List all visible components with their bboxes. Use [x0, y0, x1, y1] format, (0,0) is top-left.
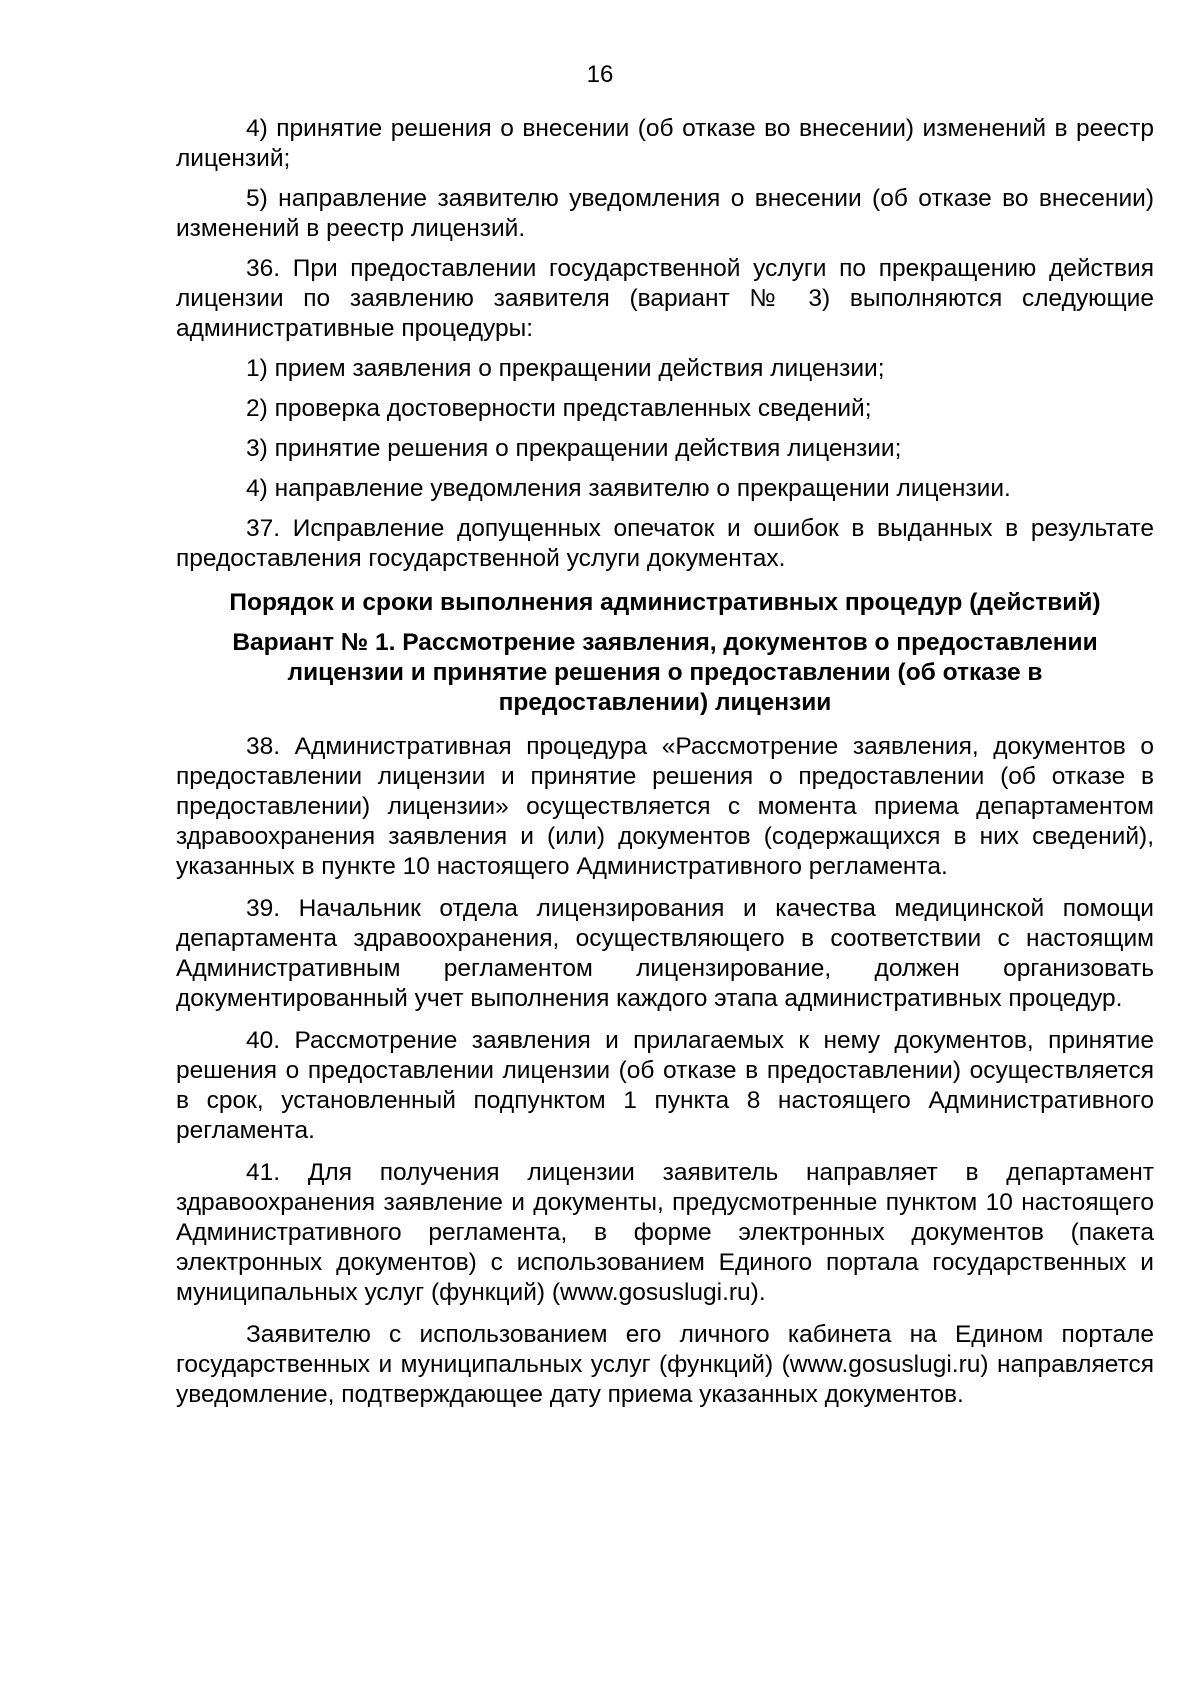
subsection-heading: Вариант № 1. Рассмотрение заявления, документов о предоставлении лицензии и принятие решения о предоставлении (об отказе в предоставлении) лицензии	[232, 629, 1098, 716]
paragraph-39: 39. Начальник отдела лицензирования и качества медицинской помощи департамента здравоохранения, осуществляющего в соответствии с настоящим Административным регламентом лицензирование, должен организовать документированный учет выполнения каждого этапа административных процедур.	[176, 895, 1154, 1012]
page-number: 16	[586, 61, 614, 88]
paragraph-37: 37. Исправление допущенных опечаток и ошибок в выданных в результате предоставления государственной услуги документах.	[176, 515, 1154, 572]
document-body	[176, 114, 1154, 1422]
paragraph-36-item-4: 4) направление уведомления заявителю о прекращении лицензии.	[246, 475, 1011, 502]
paragraph-36-item-3: 3) принятие решения о прекращении действия лицензии;	[246, 435, 902, 462]
paragraph-36: 36. При предоставлении государственной услуги по прекращению действия лицензии по заявлению заявителя (вариант № 3) выполняются следующие административные процедуры:	[176, 255, 1154, 342]
paragraph-36-item-1: 1) прием заявления о прекращении действия лицензии;	[246, 355, 885, 382]
paragraph-38: 38. Административная процедура «Рассмотрение заявления, документов о предоставлении лицензии и принятие решения о предоставлении (об отказе в предоставлении) лицензии» осуществляется с момента приема департаментом здравоохранения заявления и (или) документов (содержащихся в них сведений), указанных в пункте 10 настоящего Административного регламента.	[176, 733, 1154, 880]
paragraph-40: 40. Рассмотрение заявления и прилагаемых к нему документов, принятие решения о предоставлении лицензии (об отказе в предоставлении) осуществляется в срок, установленный подпунктом 1 пункта 8 настоящего Административного регламента.	[176, 1027, 1154, 1144]
paragraph-41-notice: Заявителю с использованием его личного кабинета на Едином портале государственных и муниципальных услуг (функций) (www.gosuslugi.ru) направляется уведомление, подтверждающее дату приема указанных документов.	[176, 1321, 1154, 1408]
paragraph-36-item-2: 2) проверка достоверности представленных сведений;	[246, 395, 872, 422]
paragraph-41: 41. Для получения лицензии заявитель направляет в департамент здравоохранения заявление и документы, предусмотренные пунктом 10 настоящего Административного регламента, в форме электронных документов (пакета электронных документов) с использованием Единого портала государственных и муниципальных услуг (функций) (www.gosuslugi.ru).	[176, 1159, 1154, 1306]
section-heading: Порядок и сроки выполнения административных процедур (действий)	[229, 589, 1101, 616]
paragraph-35-item-5: 5) направление заявителю уведомления о внесении (об отказе во внесении) изменений в реестр лицензий.	[176, 185, 1154, 242]
paragraph-35-item-4: 4) принятие решения о внесении (об отказе во внесении) изменений в реестр лицензий;	[176, 115, 1154, 172]
